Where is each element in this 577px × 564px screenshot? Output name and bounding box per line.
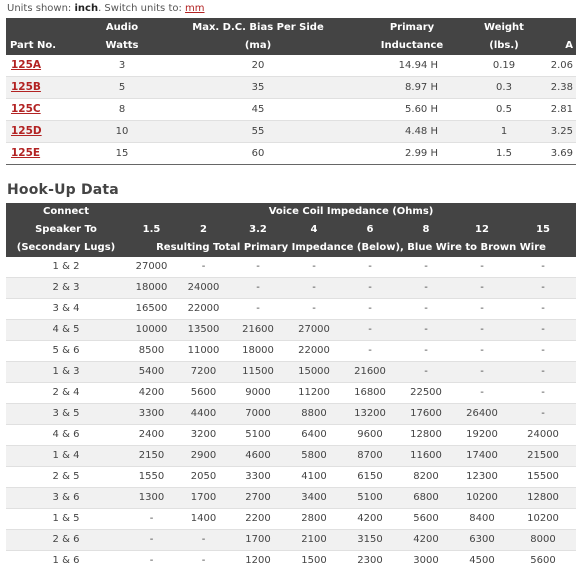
hookup-header-row-1	[6, 203, 576, 221]
impedance-value-cell: 7200	[177, 362, 230, 383]
hookup-row	[6, 551, 576, 564]
impedance-value-cell: 21600	[342, 362, 398, 383]
impedance-value-cell: -	[342, 278, 398, 299]
impedance-header: 8	[398, 221, 454, 239]
header-part-no: Part No.	[6, 37, 86, 55]
audio-watts-cell: 8	[86, 99, 158, 121]
impedance-header: 2	[177, 221, 230, 239]
impedance-value-cell: 9000	[230, 383, 286, 404]
impedance-value-cell: 2050	[177, 467, 230, 488]
dimension-a-cell: 2.06	[542, 55, 576, 77]
hookup-row	[6, 404, 576, 425]
impedance-value-cell: 5600	[177, 383, 230, 404]
impedance-value-cell: -	[398, 320, 454, 341]
impedance-value-cell: 4200	[398, 530, 454, 551]
impedance-value-cell: 2900	[177, 446, 230, 467]
impedance-value-cell: 4100	[286, 467, 342, 488]
dimension-a-cell: 2.81	[542, 99, 576, 121]
header-blank-2	[542, 18, 576, 37]
dc-bias-cell: 60	[158, 143, 358, 165]
impedance-value-cell: 2200	[230, 509, 286, 530]
dc-bias-cell: 35	[158, 77, 358, 99]
impedance-value-cell: -	[398, 362, 454, 383]
part-number-link[interactable]: 125C	[11, 103, 41, 115]
product-row	[6, 121, 576, 143]
impedance-value-cell: 27000	[286, 320, 342, 341]
impedance-value-cell: -	[342, 257, 398, 278]
dimension-a-cell: 2.38	[542, 77, 576, 99]
inductance-cell: 5.60 H	[358, 99, 466, 121]
hookup-row	[6, 278, 576, 299]
header-connect: Connect	[6, 203, 126, 221]
impedance-value-cell: 7000	[230, 404, 286, 425]
header-lbs: (lbs.)	[466, 37, 542, 55]
header-blank	[6, 18, 86, 37]
hookup-row	[6, 362, 576, 383]
product-row	[6, 143, 576, 165]
impedance-value-cell: 3300	[126, 404, 177, 425]
impedance-value-cell: 22000	[286, 341, 342, 362]
hookup-row	[6, 509, 576, 530]
impedance-header: 1.5	[126, 221, 177, 239]
weight-cell: 1.5	[466, 143, 542, 165]
impedance-value-cell: 11600	[398, 446, 454, 467]
inductance-cell: 8.97 H	[358, 77, 466, 99]
impedance-value-cell: 2150	[126, 446, 177, 467]
impedance-value-cell: 5100	[230, 425, 286, 446]
impedance-value-cell: -	[230, 299, 286, 320]
impedance-value-cell: -	[510, 299, 576, 320]
impedance-value-cell: -	[510, 383, 576, 404]
impedance-value-cell: -	[177, 530, 230, 551]
hookup-row	[6, 488, 576, 509]
hookup-row	[6, 341, 576, 362]
hookup-row	[6, 530, 576, 551]
header-voice-coil: Voice Coil Impedance (Ohms)	[126, 203, 576, 221]
weight-cell: 0.19	[466, 55, 542, 77]
impedance-value-cell: 27000	[126, 257, 177, 278]
impedance-value-cell: -	[126, 509, 177, 530]
impedance-value-cell: 18000	[230, 341, 286, 362]
lugs-cell: 1 & 3	[6, 362, 126, 383]
audio-watts-cell: 10	[86, 121, 158, 143]
weight-cell: 0.3	[466, 77, 542, 99]
impedance-value-cell: -	[398, 341, 454, 362]
inductance-cell: 4.48 H	[358, 121, 466, 143]
part-number-link[interactable]: 125E	[11, 147, 41, 159]
impedance-value-cell: 13500	[177, 320, 230, 341]
part-number-cell	[6, 77, 86, 99]
hookup-header-row-3	[6, 239, 576, 257]
header-audio: Audio	[86, 18, 158, 37]
impedance-value-cell: -	[510, 320, 576, 341]
header-secondary-lugs: (Secondary Lugs)	[6, 239, 126, 257]
impedance-value-cell: 2700	[230, 488, 286, 509]
impedance-value-cell: 3300	[230, 467, 286, 488]
header-speaker-to: Speaker To	[6, 221, 126, 239]
impedance-value-cell: 1550	[126, 467, 177, 488]
audio-watts-cell: 3	[86, 55, 158, 77]
weight-cell: 0.5	[466, 99, 542, 121]
impedance-value-cell: 4400	[177, 404, 230, 425]
impedance-value-cell: 1700	[230, 530, 286, 551]
impedance-header: 3.2	[230, 221, 286, 239]
impedance-value-cell: 2300	[342, 551, 398, 564]
impedance-value-cell: 5100	[342, 488, 398, 509]
impedance-value-cell: 17400	[454, 446, 510, 467]
impedance-value-cell: -	[126, 551, 177, 564]
impedance-value-cell: -	[286, 257, 342, 278]
impedance-value-cell: 3400	[286, 488, 342, 509]
lugs-cell: 5 & 6	[6, 341, 126, 362]
impedance-value-cell: 10200	[510, 509, 576, 530]
impedance-value-cell: -	[398, 278, 454, 299]
impedance-value-cell: 22000	[177, 299, 230, 320]
impedance-value-cell: 9600	[342, 425, 398, 446]
impedance-value-cell: 18000	[126, 278, 177, 299]
product-row	[6, 99, 576, 121]
part-number-cell	[6, 143, 86, 165]
impedance-value-cell: 26400	[454, 404, 510, 425]
impedance-header: 6	[342, 221, 398, 239]
impedance-value-cell: 6400	[286, 425, 342, 446]
header-max-dc-bias: Max. D.C. Bias Per Side	[158, 18, 358, 37]
impedance-value-cell: -	[510, 257, 576, 278]
impedance-value-cell: -	[398, 299, 454, 320]
impedance-value-cell: 19200	[454, 425, 510, 446]
audio-watts-cell: 15	[86, 143, 158, 165]
impedance-value-cell: 6150	[342, 467, 398, 488]
lugs-cell: 3 & 5	[6, 404, 126, 425]
product-row	[6, 55, 576, 77]
hookup-header-row-2	[6, 221, 576, 239]
lugs-cell: 4 & 6	[6, 425, 126, 446]
impedance-value-cell: 21500	[510, 446, 576, 467]
impedance-value-cell: 5600	[398, 509, 454, 530]
impedance-value-cell: 11200	[286, 383, 342, 404]
lugs-cell: 4 & 5	[6, 320, 126, 341]
impedance-value-cell: 4200	[126, 383, 177, 404]
part-number-cell	[6, 99, 86, 121]
impedance-value-cell: 1400	[177, 509, 230, 530]
impedance-value-cell: 17600	[398, 404, 454, 425]
weight-cell: 1	[466, 121, 542, 143]
audio-watts-cell: 5	[86, 77, 158, 99]
impedance-value-cell: 1500	[286, 551, 342, 564]
impedance-value-cell: 12300	[454, 467, 510, 488]
product-header-row-1	[6, 18, 576, 37]
dc-bias-cell: 55	[158, 121, 358, 143]
impedance-header: 12	[454, 221, 510, 239]
dimension-a-cell: 3.69	[542, 143, 576, 165]
lugs-cell: 2 & 4	[6, 383, 126, 404]
impedance-value-cell: 22500	[398, 383, 454, 404]
impedance-value-cell: 24000	[510, 425, 576, 446]
impedance-value-cell: 3000	[398, 551, 454, 564]
lugs-cell: 1 & 2	[6, 257, 126, 278]
impedance-value-cell: -	[126, 530, 177, 551]
impedance-value-cell: 16800	[342, 383, 398, 404]
impedance-value-cell: 8700	[342, 446, 398, 467]
impedance-value-cell: 15000	[286, 362, 342, 383]
impedance-value-cell: -	[177, 551, 230, 564]
header-a: A	[542, 37, 576, 55]
impedance-value-cell: 8200	[398, 467, 454, 488]
part-number-link[interactable]: 125B	[11, 81, 41, 93]
impedance-value-cell: 1300	[126, 488, 177, 509]
impedance-value-cell: -	[398, 257, 454, 278]
hookup-row	[6, 320, 576, 341]
part-number-cell	[6, 121, 86, 143]
impedance-value-cell: 2800	[286, 509, 342, 530]
product-header-row-2	[6, 37, 576, 55]
lugs-cell: 2 & 5	[6, 467, 126, 488]
impedance-value-cell: 2400	[126, 425, 177, 446]
impedance-value-cell: 4600	[230, 446, 286, 467]
impedance-value-cell: 11000	[177, 341, 230, 362]
inductance-cell: 14.94 H	[358, 55, 466, 77]
units-switch-text: . Switch units to:	[98, 3, 186, 14]
impedance-value-cell: -	[454, 383, 510, 404]
impedance-value-cell: -	[454, 257, 510, 278]
hookup-row	[6, 425, 576, 446]
impedance-value-cell: 5400	[126, 362, 177, 383]
inductance-cell: 2.99 H	[358, 143, 466, 165]
impedance-value-cell: 8800	[286, 404, 342, 425]
impedance-value-cell: -	[286, 278, 342, 299]
impedance-value-cell: 12800	[510, 488, 576, 509]
lugs-cell: 1 & 4	[6, 446, 126, 467]
impedance-value-cell: 5600	[510, 551, 576, 564]
header-inductance: Inductance	[358, 37, 466, 55]
units-line	[7, 3, 205, 14]
impedance-value-cell: 8400	[454, 509, 510, 530]
impedance-value-cell: 10200	[454, 488, 510, 509]
impedance-value-cell: -	[454, 341, 510, 362]
hookup-table	[6, 203, 576, 564]
part-number-link[interactable]: 125A	[11, 59, 42, 71]
impedance-value-cell: -	[510, 278, 576, 299]
part-number-link[interactable]: 125D	[11, 125, 42, 137]
hookup-row	[6, 467, 576, 488]
impedance-value-cell: 21600	[230, 320, 286, 341]
impedance-value-cell: 6800	[398, 488, 454, 509]
units-current: inch	[74, 3, 99, 14]
impedance-value-cell: 24000	[177, 278, 230, 299]
impedance-value-cell: -	[454, 362, 510, 383]
header-ma: (ma)	[158, 37, 358, 55]
impedance-value-cell: -	[230, 257, 286, 278]
hookup-title: Hook-Up Data	[7, 182, 119, 198]
header-watts: Watts	[86, 37, 158, 55]
impedance-value-cell: 2100	[286, 530, 342, 551]
impedance-value-cell: 5800	[286, 446, 342, 467]
dimension-a-cell: 3.25	[542, 121, 576, 143]
impedance-value-cell: 6300	[454, 530, 510, 551]
impedance-value-cell: 13200	[342, 404, 398, 425]
dc-bias-cell: 20	[158, 55, 358, 77]
impedance-value-cell: -	[454, 278, 510, 299]
impedance-value-cell: 4500	[454, 551, 510, 564]
hookup-row	[6, 383, 576, 404]
lugs-cell: 3 & 6	[6, 488, 126, 509]
impedance-value-cell: 3200	[177, 425, 230, 446]
dc-bias-cell: 45	[158, 99, 358, 121]
impedance-value-cell: 12800	[398, 425, 454, 446]
hookup-row	[6, 299, 576, 320]
impedance-value-cell: -	[230, 278, 286, 299]
header-primary: Primary	[358, 18, 466, 37]
impedance-header: 15	[510, 221, 576, 239]
impedance-value-cell: 8500	[126, 341, 177, 362]
impedance-value-cell: 1200	[230, 551, 286, 564]
impedance-header: 4	[286, 221, 342, 239]
impedance-value-cell: -	[510, 362, 576, 383]
impedance-value-cell: 1700	[177, 488, 230, 509]
impedance-value-cell: -	[342, 320, 398, 341]
lugs-cell: 2 & 3	[6, 278, 126, 299]
product-table	[6, 18, 576, 165]
impedance-value-cell: -	[177, 257, 230, 278]
lugs-cell: 1 & 5	[6, 509, 126, 530]
switch-units-link[interactable]: mm	[185, 3, 205, 14]
impedance-value-cell: -	[454, 299, 510, 320]
impedance-value-cell: -	[342, 341, 398, 362]
impedance-value-cell: -	[510, 404, 576, 425]
impedance-value-cell: 4200	[342, 509, 398, 530]
lugs-cell: 3 & 4	[6, 299, 126, 320]
impedance-value-cell: 8000	[510, 530, 576, 551]
impedance-value-cell: 16500	[126, 299, 177, 320]
impedance-value-cell: 15500	[510, 467, 576, 488]
hookup-row	[6, 446, 576, 467]
impedance-value-cell: 11500	[230, 362, 286, 383]
header-resulting: Resulting Total Primary Impedance (Below), Blue Wire to Brown Wire	[126, 239, 576, 257]
product-row	[6, 77, 576, 99]
impedance-value-cell: 3150	[342, 530, 398, 551]
impedance-value-cell: -	[454, 320, 510, 341]
header-weight: Weight	[466, 18, 542, 37]
part-number-cell	[6, 55, 86, 77]
units-prefix: Units shown:	[7, 3, 75, 14]
lugs-cell: 2 & 6	[6, 530, 126, 551]
lugs-cell: 1 & 6	[6, 551, 126, 564]
impedance-value-cell: -	[510, 341, 576, 362]
hookup-row	[6, 257, 576, 278]
impedance-value-cell: -	[286, 299, 342, 320]
impedance-value-cell: 10000	[126, 320, 177, 341]
impedance-value-cell: -	[342, 299, 398, 320]
